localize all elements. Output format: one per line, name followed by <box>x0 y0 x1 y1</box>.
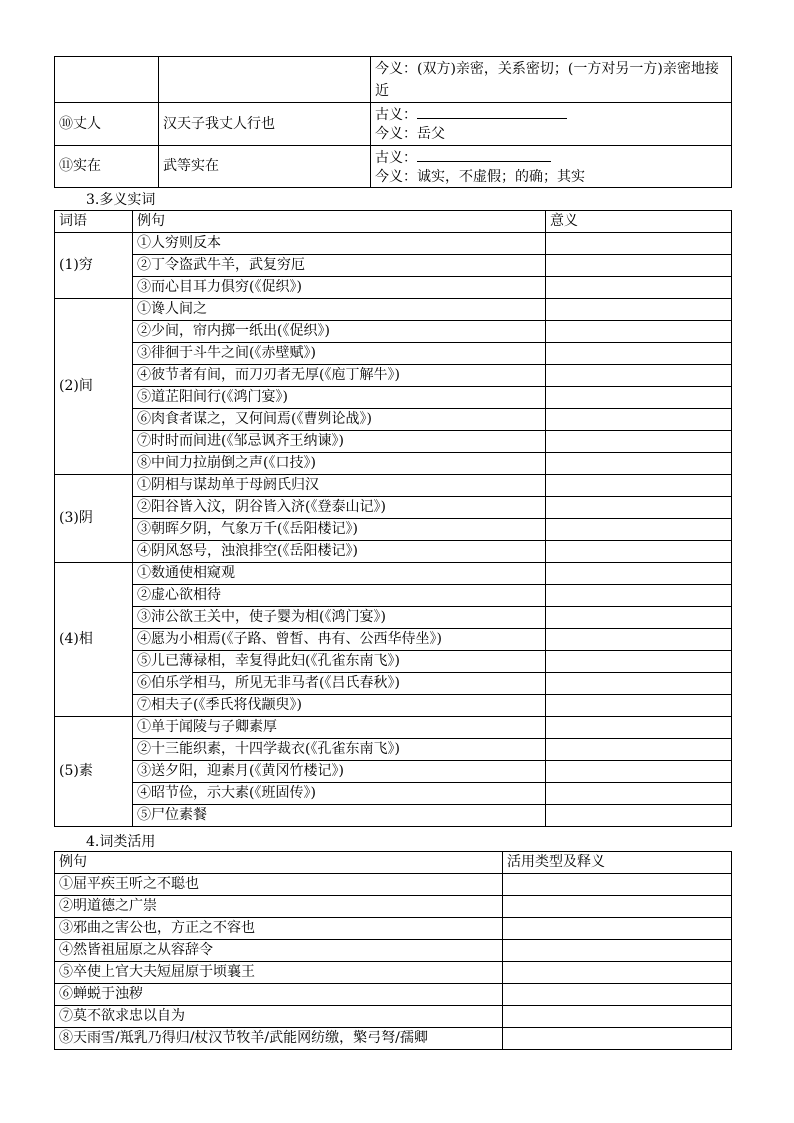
duoyi-meaning-cell[interactable] <box>546 563 732 585</box>
duoyi-row <box>55 717 732 739</box>
duoyi-meaning-cell[interactable] <box>546 739 732 761</box>
duoyi-example: ④昭节俭，示大素(《班固传》) <box>133 783 546 805</box>
huoyong-example: ⑦莫不欲求忠以自为 <box>55 1006 503 1028</box>
gujin-word: ⑩丈人 <box>55 103 159 146</box>
duoyi-example: ③徘徊于斗牛之间(《赤壁赋》) <box>133 343 546 365</box>
duoyi-word: (4)相 <box>55 563 133 717</box>
duoyi-meaning-cell[interactable] <box>546 277 732 299</box>
header-type: 活用类型及释义 <box>503 852 732 874</box>
duoyi-meaning-cell[interactable] <box>546 321 732 343</box>
huoyong-example: ④然皆祖屈原之从容辞令 <box>55 940 503 962</box>
duoyi-example: ①人穷则反本 <box>133 233 546 255</box>
huoyong-header-row <box>55 852 732 874</box>
duoyi-example: ③沛公欲王关中，使子婴为相(《鸿门宴》) <box>133 607 546 629</box>
duoyi-row <box>55 277 732 299</box>
duoyi-example: ②十三能织素，十四学裁衣(《孔雀东南飞》) <box>133 739 546 761</box>
duoyi-meaning-cell[interactable] <box>546 409 732 431</box>
duoyi-example: ①单于闻陵与子卿素厚 <box>133 717 546 739</box>
duoyi-row <box>55 409 732 431</box>
duoyi-example: ③朝晖夕阴，气象万千(《岳阳楼记》) <box>133 519 546 541</box>
gujin-gu-label: 古义： <box>375 107 417 123</box>
huoyong-row <box>55 940 732 962</box>
duoyi-meaning-cell[interactable] <box>546 365 732 387</box>
huoyong-row <box>55 1028 732 1050</box>
duoyi-example: ①阴相与谋劫单于母阏氏归汉 <box>133 475 546 497</box>
duoyi-row <box>55 343 732 365</box>
duoyi-example: ⑥肉食者谋之，又何间焉(《曹刿论战》) <box>133 409 546 431</box>
duoyi-table <box>54 210 732 827</box>
huoyong-table <box>54 851 732 1050</box>
huoyong-type-cell[interactable] <box>503 962 732 984</box>
huoyong-example: ⑤卒使上官大夫短屈原于顷襄王 <box>55 962 503 984</box>
duoyi-row <box>55 365 732 387</box>
duoyi-example: ②虚心欲相待 <box>133 585 546 607</box>
fill-blank[interactable] <box>417 147 551 162</box>
duoyi-row <box>55 695 732 717</box>
duoyi-row <box>55 387 732 409</box>
huoyong-type-cell[interactable] <box>503 940 732 962</box>
gujin-example <box>159 57 371 103</box>
header-example: 例句 <box>55 852 503 874</box>
duoyi-example: ④阴风怒号，浊浪排空(《岳阳楼记》) <box>133 541 546 563</box>
duoyi-meaning-cell[interactable] <box>546 233 732 255</box>
duoyi-row <box>55 453 732 475</box>
duoyi-row <box>55 761 732 783</box>
duoyi-row <box>55 629 732 651</box>
duoyi-word: (3)阴 <box>55 475 133 563</box>
duoyi-meaning-cell[interactable] <box>546 541 732 563</box>
duoyi-row <box>55 585 732 607</box>
huoyong-type-cell[interactable] <box>503 918 732 940</box>
duoyi-row <box>55 497 732 519</box>
fill-blank[interactable] <box>417 104 567 119</box>
huoyong-type-cell[interactable] <box>503 1006 732 1028</box>
huoyong-example: ⑧天雨雪/羝乳乃得归/杖汉节牧羊/武能网纺缴，檠弓弩/孺卿 <box>55 1028 503 1050</box>
huoyong-row <box>55 1006 732 1028</box>
huoyong-example: ②明道德之广崇 <box>55 896 503 918</box>
duoyi-meaning-cell[interactable] <box>546 255 732 277</box>
duoyi-meaning-cell[interactable] <box>546 519 732 541</box>
duoyi-example: ②少间，帘内掷一纸出(《促织》) <box>133 321 546 343</box>
section-title-huoyong: 4.词类活用 <box>86 834 156 850</box>
duoyi-example: ①数通使相窥观 <box>133 563 546 585</box>
gujin-row <box>55 57 732 103</box>
duoyi-meaning-cell[interactable] <box>546 453 732 475</box>
gujin-example: 武等实在 <box>159 146 371 188</box>
huoyong-type-cell[interactable] <box>503 1028 732 1050</box>
gujin-word <box>55 57 159 103</box>
duoyi-row <box>55 233 732 255</box>
gujin-jin: 今义：(双方)亲密，关系密切；(一方对另一方)亲密地接近 <box>371 57 732 103</box>
duoyi-meaning-cell[interactable] <box>546 475 732 497</box>
duoyi-example: ③送夕阳，迎素月(《黄冈竹楼记》) <box>133 761 546 783</box>
duoyi-row <box>55 475 732 497</box>
huoyong-row <box>55 962 732 984</box>
duoyi-example: ①谗人间之 <box>133 299 546 321</box>
duoyi-example: ⑥伯乐学相马，所见无非马者(《吕氏春秋》) <box>133 673 546 695</box>
duoyi-meaning-cell[interactable] <box>546 387 732 409</box>
huoyong-example: ③邪曲之害公也，方正之不容也 <box>55 918 503 940</box>
duoyi-meaning-cell[interactable] <box>546 585 732 607</box>
duoyi-meaning-cell[interactable] <box>546 717 732 739</box>
duoyi-meaning-cell[interactable] <box>546 695 732 717</box>
gujin-table <box>54 56 732 188</box>
gujin-row <box>55 103 732 146</box>
duoyi-row <box>55 519 732 541</box>
duoyi-meaning-cell[interactable] <box>546 761 732 783</box>
duoyi-row <box>55 651 732 673</box>
duoyi-row <box>55 541 732 563</box>
duoyi-example: ③而心目耳力俱穷(《促织》) <box>133 277 546 299</box>
huoyong-row <box>55 918 732 940</box>
duoyi-row <box>55 255 732 277</box>
duoyi-meaning-cell[interactable] <box>546 629 732 651</box>
duoyi-example: ⑦时时而间进(《邹忌讽齐王纳谏》) <box>133 431 546 453</box>
duoyi-example: ②丁令盗武牛羊，武复穷厄 <box>133 255 546 277</box>
huoyong-row <box>55 984 732 1006</box>
gujin-row <box>55 146 732 188</box>
duoyi-example: ⑤道芷阳间行(《鸿门宴》) <box>133 387 546 409</box>
gujin-meanings <box>371 146 732 188</box>
duoyi-row <box>55 321 732 343</box>
duoyi-row <box>55 673 732 695</box>
gujin-example: 汉天子我丈人行也 <box>159 103 371 146</box>
duoyi-meaning-cell[interactable] <box>546 651 732 673</box>
huoyong-type-cell[interactable] <box>503 896 732 918</box>
gujin-jin: 今义：诚实，不虚假；的确；其实 <box>375 168 585 185</box>
duoyi-row <box>55 607 732 629</box>
duoyi-meaning-cell[interactable] <box>546 497 732 519</box>
huoyong-example: ①屈平疾王听之不聪也 <box>55 874 503 896</box>
duoyi-example: ④愿为小相焉(《子路、曾皙、冉有、公西华侍坐》) <box>133 629 546 651</box>
duoyi-example: ⑤儿已薄禄相，幸复得此妇(《孔雀东南飞》) <box>133 651 546 673</box>
duoyi-word: (5)素 <box>55 717 133 827</box>
duoyi-example: ②阳谷皆入汶，阴谷皆入济(《登泰山记》) <box>133 497 546 519</box>
duoyi-example: ⑧中间力拉崩倒之声(《口技》) <box>133 453 546 475</box>
header-example: 例句 <box>133 211 546 233</box>
duoyi-meaning-cell[interactable] <box>546 673 732 695</box>
duoyi-example: ④彼节者有间，而刀刃者无厚(《庖丁解牛》) <box>133 365 546 387</box>
duoyi-meaning-cell[interactable] <box>546 343 732 365</box>
duoyi-meaning-cell[interactable] <box>546 607 732 629</box>
huoyong-row <box>55 896 732 918</box>
duoyi-word: (2)间 <box>55 299 133 475</box>
duoyi-meaning-cell[interactable] <box>546 783 732 805</box>
huoyong-row <box>55 874 732 896</box>
huoyong-type-cell[interactable] <box>503 984 732 1006</box>
duoyi-word: (1)穷 <box>55 233 133 299</box>
duoyi-meaning-cell[interactable] <box>546 299 732 321</box>
gujin-word: ⑪实在 <box>55 146 159 188</box>
huoyong-type-cell[interactable] <box>503 874 732 896</box>
section-title-duoyi: 3.多义实词 <box>86 192 156 208</box>
duoyi-row <box>55 783 732 805</box>
gujin-gu-label: 古义： <box>375 149 417 166</box>
duoyi-meaning-cell[interactable] <box>546 805 732 827</box>
duoyi-row <box>55 739 732 761</box>
duoyi-row <box>55 299 732 321</box>
gujin-meanings <box>371 103 732 146</box>
duoyi-row <box>55 563 732 585</box>
duoyi-example: ⑤尸位素餐 <box>133 805 546 827</box>
duoyi-row <box>55 805 732 827</box>
duoyi-row <box>55 431 732 453</box>
duoyi-meaning-cell[interactable] <box>546 431 732 453</box>
header-word: 词语 <box>55 211 133 233</box>
header-meaning: 意义 <box>546 211 732 233</box>
gujin-jin: 今义：岳父 <box>375 126 445 142</box>
duoyi-example: ⑦相夫子(《季氏将伐颛臾》) <box>133 695 546 717</box>
huoyong-example: ⑥蝉蜕于浊秽 <box>55 984 503 1006</box>
duoyi-header-row <box>55 211 732 233</box>
